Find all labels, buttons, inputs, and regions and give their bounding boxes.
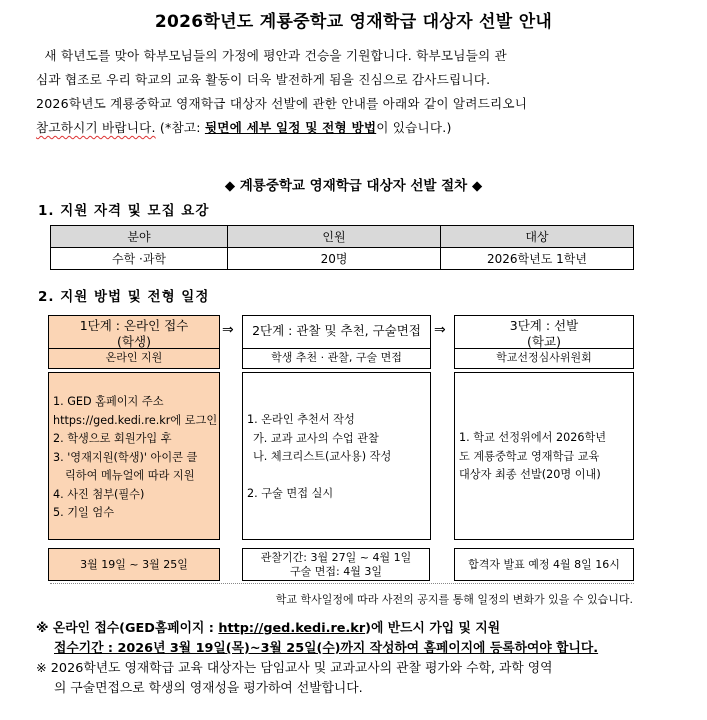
cell-field: 수학 ·과학 xyxy=(51,248,228,270)
note-1-period-text: 접수기간 : 2026년 3월 19일(목)~3월 25일(수)까지 작성하여 홈페이지에 등록하여야 합니다. xyxy=(54,641,599,656)
stage1-step: https://ged.kedi.re.kr에 로그인 xyxy=(53,413,218,427)
stage1-title-line1: 1단계 : 온라인 접수 xyxy=(79,318,189,333)
stage3-step: 대상자 최종 선발(20명 이내) xyxy=(459,468,601,481)
requirements-row xyxy=(51,248,634,270)
stage3-steps xyxy=(459,429,606,485)
stage1-title-line2: (학생) xyxy=(117,334,151,349)
stage3-subtitle: 학교선정심사위원회 xyxy=(455,348,633,366)
section-1-heading: 1. 지원 자격 및 모집 요강 xyxy=(38,203,210,219)
intro-text-4b: (*참고: xyxy=(155,120,205,135)
stage1-subtitle: 온라인 지원 xyxy=(49,348,219,366)
procedure-title: ◆ 계룡중학교 영재학급 대상자 선발 절차 ◆ xyxy=(224,178,483,194)
stage2-date-line2: 구술 면접: 4월 3일 xyxy=(290,564,382,578)
header-count: 인원 xyxy=(228,226,441,248)
intro-text-1: 새 학년도를 맞아 학부모님들의 가정에 평안과 건승을 기원합니다. 학부모님들의 관 xyxy=(44,48,507,63)
intro-text-4c: 뒷면에 세부 일정 및 전형 방법 xyxy=(204,120,377,135)
stage1-step: 1. GED 홈페이지 주소 xyxy=(53,395,164,408)
note-1-text-a: 온라인 접수(GED홈페이지 : xyxy=(52,621,219,636)
intro-text-4d: 이 있습니다.) xyxy=(376,120,452,135)
note-2 xyxy=(36,659,676,679)
cell-count: 20명 xyxy=(228,248,441,270)
stage1-step: 릭하여 메뉴얼에 따라 지원 xyxy=(65,469,195,482)
stage1-title xyxy=(49,316,219,348)
intro-text-3: 2026학년도 계룡중학교 영재학급 대상자 선발에 관한 안내를 아래와 같이 알려드리오니 xyxy=(36,96,528,111)
stage1-steps xyxy=(53,393,217,523)
document-title: 2026학년도 계룡중학교 영재학급 대상자 선발 안내 xyxy=(154,12,553,32)
schedule-footnote: 학교 학사일정에 따라 사전의 공지를 통해 일정의 변화가 있을 수 있습니다. xyxy=(275,593,633,606)
intro-line-3 xyxy=(36,92,670,116)
intro-line-4 xyxy=(36,116,670,140)
arrow-icon: ⇒ xyxy=(222,322,234,338)
note-1 xyxy=(36,619,676,639)
note-1-period xyxy=(36,639,676,659)
notes xyxy=(36,619,676,699)
ged-link[interactable]: http://ged.kedi.re.kr xyxy=(218,621,366,636)
arrow-icon: ⇒ xyxy=(434,322,446,338)
stage2-header xyxy=(242,315,431,369)
cell-target: 2026학년도 1학년 xyxy=(441,248,634,270)
stage1-step: 4. 사진 첨부(필수) xyxy=(53,487,145,501)
intro-text-4a: 참고하시기 바랍니다. xyxy=(36,120,156,135)
stage3-title-line2: (학교) xyxy=(527,334,561,349)
header-field: 분야 xyxy=(51,226,228,248)
note-mark: ※ xyxy=(36,621,53,636)
stage3-title-line1: 3단계 : 선발 xyxy=(509,318,579,333)
stage3-date-text: 합격자 발표 예정 4월 8일 16시 xyxy=(468,557,620,571)
header-target: 대상 xyxy=(441,226,634,248)
divider xyxy=(50,583,634,584)
section-2-heading: 2. 지원 방법 및 전형 일정 xyxy=(38,289,210,305)
stage1-date xyxy=(48,548,220,581)
stage2-step-spacer xyxy=(247,467,391,485)
requirements-header-row xyxy=(51,226,634,248)
intro-line-1 xyxy=(36,44,670,68)
stage2-step: 2. 구술 면접 실시 xyxy=(247,486,334,500)
stage1-header xyxy=(48,315,220,369)
requirements-table xyxy=(50,225,634,270)
intro-paragraph xyxy=(36,44,670,140)
intro-line-2 xyxy=(36,68,670,92)
stage3-step: 도 계룡중학교 영재학급 교육 xyxy=(459,449,600,463)
stage3-steps-box xyxy=(454,372,634,540)
stage3-title xyxy=(455,316,633,348)
stage2-title: 2단계 : 관찰 및 추천, 구술면접 xyxy=(252,323,421,338)
stage2-date-line1: 관찰기간: 3월 27일 ~ 4월 1일 xyxy=(260,550,412,564)
note-2-text-a: ※ 2026학년도 영재학급 교육 대상자는 담임교사 및 교과교사의 관찰 평가와 수학, 과학 영역 xyxy=(36,661,553,676)
stage1-steps-box xyxy=(48,372,220,540)
stage1-step: 3. '영재지원(학생)' 아이콘 클 xyxy=(53,450,198,464)
stage2-step: 1. 온라인 추천서 작성 xyxy=(247,413,355,426)
stage3-date xyxy=(454,548,634,581)
stage3-header xyxy=(454,315,634,369)
note-2-cont xyxy=(36,679,676,699)
stage2-subtitle: 학생 추천 · 관찰, 구술 면접 xyxy=(243,348,430,366)
stage2-steps-box xyxy=(242,372,431,540)
stage2-steps xyxy=(247,411,391,503)
note-2-text-b: 의 구술면접으로 학생의 영재성을 평가하여 선발합니다. xyxy=(54,681,363,696)
stage2-step: 나. 체크리스트(교사용) 작성 xyxy=(253,450,392,463)
stage3-step: 1. 학교 선정위에서 2026학년 xyxy=(459,431,607,444)
stage1-date-text: 3월 19일 ~ 3월 25일 xyxy=(80,557,188,571)
stage1-step: 5. 기일 엄수 xyxy=(53,506,115,519)
intro-text-2: 심과 협조로 우리 학교의 교육 활동이 더욱 발전하게 됨을 진심으로 감사드립니다. xyxy=(36,72,491,87)
stage2-step: 가. 교과 교사의 수업 관찰 xyxy=(253,431,379,445)
stage2-date xyxy=(242,548,430,581)
stage1-step: 2. 학생으로 회원가입 후 xyxy=(53,432,172,445)
note-1-text-b: )에 반드시 가입 및 지원 xyxy=(365,621,501,636)
